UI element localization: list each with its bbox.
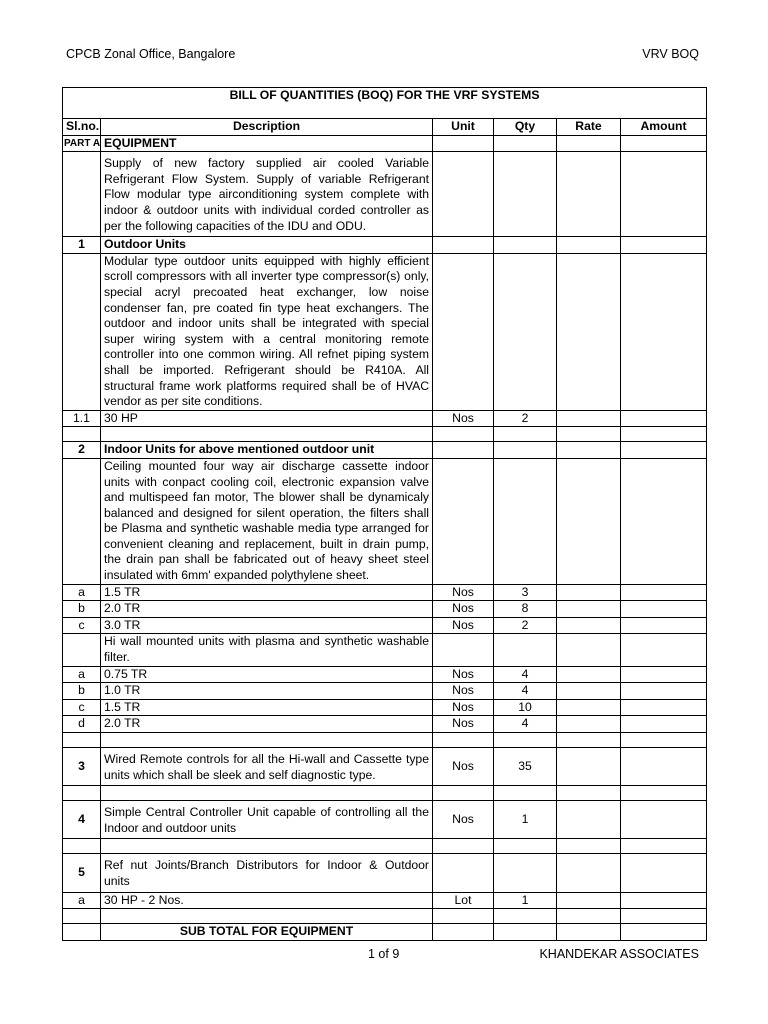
table-title: BILL OF QUANTITIES (BOQ) FOR THE VRF SYSTEMS: [63, 88, 707, 119]
col-description: Description: [101, 119, 433, 136]
item-no: b: [63, 601, 101, 618]
item-no: a: [63, 892, 101, 909]
table-row: [63, 584, 707, 601]
subtotal-row: [63, 924, 707, 941]
item-no: d: [63, 716, 101, 733]
item-no: 1.1: [63, 410, 101, 427]
item-description: 1.5 TR: [101, 699, 433, 716]
item-no: a: [63, 584, 101, 601]
section-1-row: [63, 237, 707, 254]
item-description: 30 HP - 2 Nos.: [101, 892, 433, 909]
boq-table: [62, 87, 707, 941]
section-4-row: [63, 801, 707, 839]
subtotal-label: SUB TOTAL FOR EQUIPMENT: [101, 924, 433, 941]
table-row: [63, 699, 707, 716]
item-unit: Nos: [433, 410, 494, 427]
section-2-description: Ceiling mounted four way air discharge cassette indoor units with conpact cooling coil, electronic expansion valve and multispeed fan motor, The blower shall be dynamicaly balanced and designed for silent operation, the filters shall be Plasma and synthetic washable media type arranged for convenient cleaning and replacement, built in drain pump, the drain pan shall be fabricated out of heavy sheet steel insulated with 6mm' expanded polythylene sheet.: [101, 458, 433, 584]
col-slno: Sl.no.: [63, 119, 101, 136]
item-qty: 10: [494, 699, 557, 716]
item-unit: Nos: [433, 666, 494, 683]
item-unit: Lot: [433, 892, 494, 909]
table-row: [63, 410, 707, 427]
table-row: [63, 683, 707, 700]
item-description: 30 HP: [101, 410, 433, 427]
item-no: c: [63, 699, 101, 716]
table-row: [63, 601, 707, 618]
col-qty: Qty: [494, 119, 557, 136]
section-2-desc-row: [63, 458, 707, 584]
section-2-desc2-row: [63, 634, 707, 666]
table-row: [63, 892, 707, 909]
item-qty: 2: [494, 617, 557, 634]
table-row: [63, 617, 707, 634]
item-unit: Nos: [433, 584, 494, 601]
section-5-row: [63, 854, 707, 892]
section-4-no: 4: [63, 801, 101, 839]
section-2-title: Indoor Units for above mentioned outdoor unit: [101, 442, 433, 459]
section-1-no: 1: [63, 237, 101, 254]
item-description: 2.0 TR: [101, 716, 433, 733]
item-no: c: [63, 617, 101, 634]
item-qty: 1: [494, 892, 557, 909]
item-qty: 8: [494, 601, 557, 618]
section-2-description-2: Hi wall mounted units with plasma and synthetic washable filter.: [101, 634, 433, 666]
col-amount: Amount: [621, 119, 707, 136]
col-unit: Unit: [433, 119, 494, 136]
item-qty: 4: [494, 716, 557, 733]
section-3-no: 3: [63, 748, 101, 786]
section-3-row: [63, 748, 707, 786]
item-description: 0.75 TR: [101, 666, 433, 683]
item-description: 1.5 TR: [101, 584, 433, 601]
footer-firm: KHANDEKAR ASSOCIATES: [539, 947, 699, 961]
section-3-description: Wired Remote controls for all the Hi-wall and Cassette type units which shall be sleek and self diagnostic type.: [101, 748, 433, 786]
section-5-description: Ref nut Joints/Branch Distributors for Indoor & Outdoor units: [101, 854, 433, 892]
item-unit: Nos: [433, 683, 494, 700]
item-qty: 4: [494, 666, 557, 683]
section-5-no: 5: [63, 854, 101, 892]
intro-row: [63, 152, 707, 237]
table-title-row: [63, 88, 707, 119]
item-qty: 2: [494, 410, 557, 427]
item-no: b: [63, 683, 101, 700]
page-number: 1 of 9: [368, 947, 400, 961]
table-row: [63, 716, 707, 733]
item-unit: Nos: [433, 617, 494, 634]
section-1-title: Outdoor Units: [101, 237, 433, 254]
section-1-description: Modular type outdoor units equipped with highly efficient scroll compressors with all inverter type compressor(s) only, special acryl precoated heat exchanger, low noise condenser fan, pre coated fin type heat exchangers. The outdoor and indoor units shall be integrated with special super wiring system with a central monitoring remote controller into one common wiring. All refnet piping system shall be imported. Refrigerant should be R410A. All structural frame work platforms required shall be of HVAC vendor as per site conditions.: [101, 253, 433, 410]
table-row: [63, 666, 707, 683]
section-4-description: Simple Central Controller Unit capable of controlling all the Indoor and outdoor units: [101, 801, 433, 839]
part-title: EQUIPMENT: [101, 135, 433, 152]
part-label: PART A: [63, 135, 101, 152]
item-qty: 3: [494, 584, 557, 601]
part-row: [63, 135, 707, 152]
section-2-no: 2: [63, 442, 101, 459]
intro-description: Supply of new factory supplied air cooled Variable Refrigerant Flow System. Supply of variable Refrigerant Flow modular type airconditioning system complete with indoor & outdoor units with individual corded controller as per the following capacities of the IDU and ODU.: [101, 152, 433, 237]
item-description: 1.0 TR: [101, 683, 433, 700]
item-unit: Nos: [433, 699, 494, 716]
item-unit: Nos: [433, 716, 494, 733]
section-4-unit: Nos: [433, 801, 494, 839]
item-unit: Nos: [433, 601, 494, 618]
section-2-row: [63, 442, 707, 459]
item-no: a: [63, 666, 101, 683]
section-1-desc-row: [63, 253, 707, 410]
section-3-qty: 35: [494, 748, 557, 786]
col-rate: Rate: [557, 119, 621, 136]
item-description: 2.0 TR: [101, 601, 433, 618]
section-3-unit: Nos: [433, 748, 494, 786]
header-doc-title: VRV BOQ: [642, 47, 699, 61]
item-description: 3.0 TR: [101, 617, 433, 634]
column-header-row: [63, 119, 707, 136]
header-office: CPCB Zonal Office, Bangalore: [66, 47, 236, 61]
item-qty: 4: [494, 683, 557, 700]
section-4-qty: 1: [494, 801, 557, 839]
